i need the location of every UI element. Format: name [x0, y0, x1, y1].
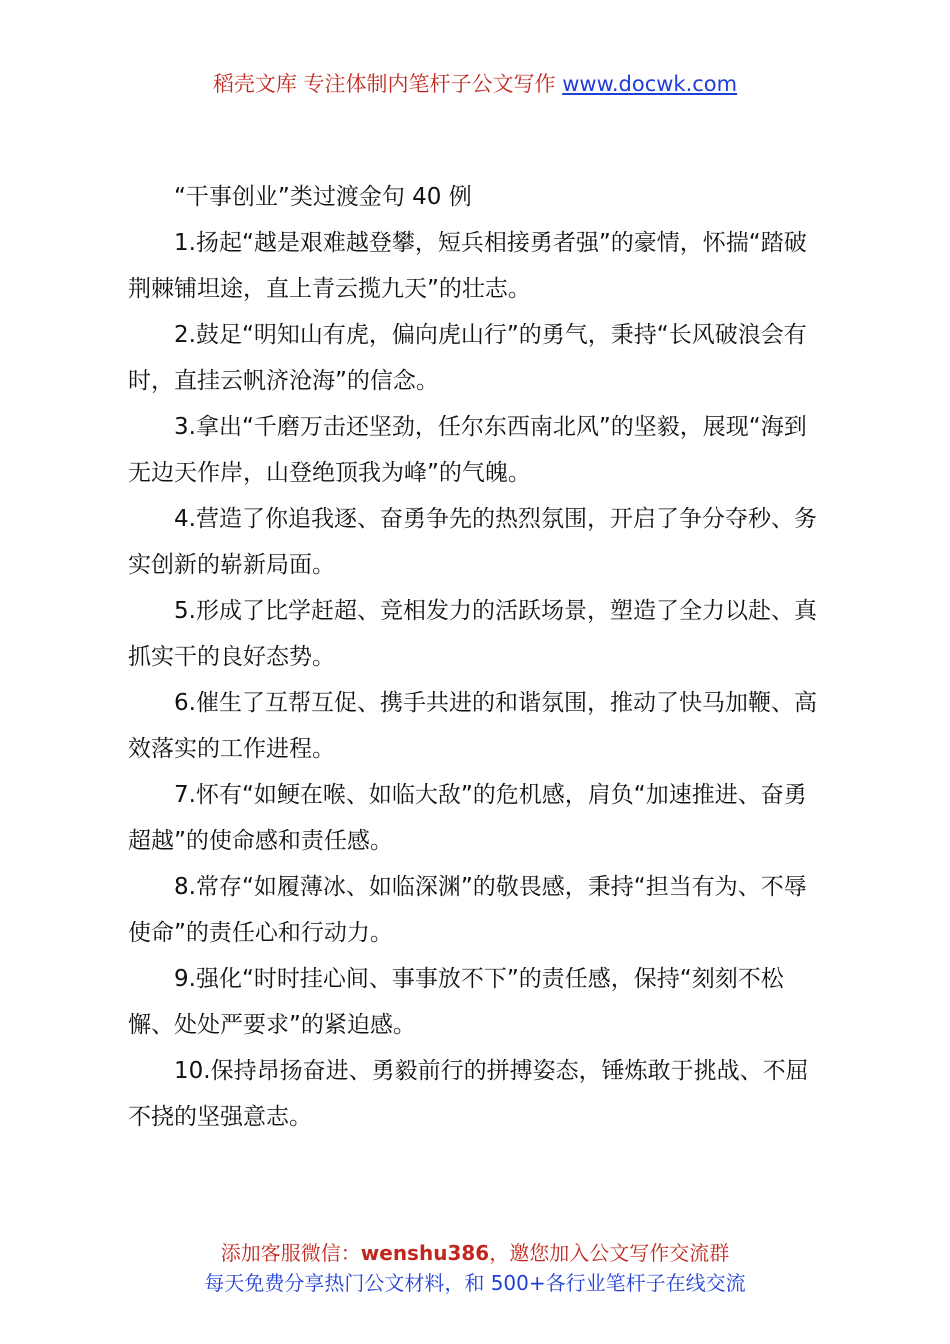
paragraph-8: 8.常存“如履薄冰、如临深渊”的敬畏感，秉持“担当有为、不辱使命”的责任心和行动力。 [128, 874, 807, 946]
footer-promo-line: 每天免费分享热门公文材料，和 500+各行业笔杆子在线交流 [204, 1271, 746, 1295]
header-brand: 稻壳文库 专注体制内笔杆子公文写作 [212, 72, 556, 96]
paragraph-3: 3.拿出“千磨万击还坚劲，任尔东西南北风”的坚毅，展现“海到无边天作岸，山登绝顶我为峰”的气魄。 [128, 414, 807, 486]
paragraph-2: 2.鼓足“明知山有虎，偏向虎山行”的勇气，秉持“长风破浪会有时，直挂云帆济沧海”的信念。 [128, 322, 807, 394]
paragraph-6: 6.催生了互帮互促、携手共进的和谐氛围，推动了快马加鞭、高效落实的工作进程。 [128, 690, 817, 762]
paragraph-10: 10.保持昂扬奋进、勇毅前行的拼搏姿态，锤炼敢于挑战、不屈不挠的坚强意志。 [128, 1058, 809, 1130]
footer-contact-line [0, 1238, 950, 1268]
paragraph-7: 7.怀有“如鲠在喉、如临大敌”的危机感，肩负“加速推进、奋勇超越”的使命感和责任感。 [128, 782, 807, 854]
footer-contact-suffix: ，邀您加入公文写作交流群 [489, 1241, 730, 1265]
paragraph-4: 4.营造了你追我逐、奋勇争先的热烈氛围，开启了争分夺秒、务实创新的崭新局面。 [128, 506, 817, 578]
footer-contact-prefix: 添加客服微信： [220, 1241, 361, 1265]
paragraph-9: 9.强化“时时挂心间、事事放不下”的责任感，保持“刻刻不松懈、处处严要求”的紧迫感。 [128, 966, 784, 1038]
page-header [0, 68, 950, 100]
header-site-link[interactable]: www.docwk.com [562, 72, 738, 96]
document-title: “干事创业”类过渡金句 40 例 [174, 184, 472, 210]
paragraph-5: 5.形成了比学赶超、竞相发力的活跃场景，塑造了全力以赴、真抓实干的良好态势。 [128, 598, 817, 670]
document-body [128, 174, 828, 1140]
paragraph-1: 1.扬起“越是艰难越登攀，短兵相接勇者强”的豪情，怀揣“踏破荆棘铺坦途，直上青云揽九天”的壮志。 [128, 230, 807, 302]
footer-wechat-id: wenshu386 [360, 1241, 490, 1265]
page-footer [0, 1238, 950, 1298]
